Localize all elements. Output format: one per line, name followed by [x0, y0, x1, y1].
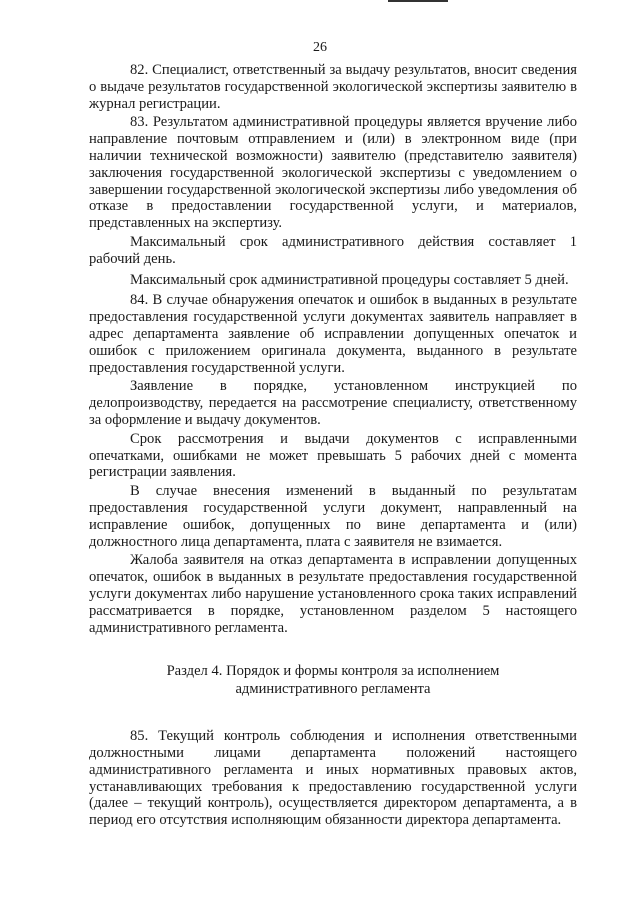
section-title-line1: Раздел 4. Порядок и формы контроля за исполнением — [166, 663, 500, 680]
document-body — [89, 62, 577, 831]
paragraph-83: 83. Результатом административной процедуры является вручение либо направление почтовым отправлением и (или) в электронном виде (при наличии технической возможности) заявителю (представителю заявителя) заключения государственной экологической экспертизы с уведомлением о завершении государственной экологической экспертизы либо уведомления об отказе в предоставлении государственной услуги, и материалов, представленных на экспертизу. — [89, 114, 577, 232]
page-number: 26 — [313, 40, 327, 55]
paragraph-85: 85. Текущий контроль соблюдения и исполнения ответственными должностными лицами департамента положений настоящего административного регламента и иных нормативных правовых актов, устанавливающих требования к предоставлению государственной услуги (далее – текущий контроль), осуществляется директором департамента, а в период его отсутствия исполняющим обязанности директора департамента. — [89, 728, 577, 829]
paragraph-82: 82. Специалист, ответственный за выдачу результатов, вносит сведения о выдаче результатов государственной экологической экспертизы заявителю в журнал регистрации. — [89, 62, 577, 112]
paragraph-84: 84. В случае обнаружения опечаток и ошибок в выданных в результате предоставления государственной услуги документах заявитель направляет в адрес департамента заявление об исправлении допущенных опечаток и ошибок с приложением оригинала документа, выданного в результате предоставления государственной услуги. — [89, 292, 577, 376]
paragraph-max-action-term: Максимальный срок административного действия составляет 1 рабочий день. — [89, 233, 577, 267]
paragraph-complaint: Жалоба заявителя на отказ департамента в исправлении допущенных опечаток, ошибок в выданных в результате предоставления государственной услуги документах либо нарушение установленного срока таких исправлений рассматривается в порядке, установленном разделом 5 настоящего административного регламента. — [89, 552, 577, 636]
top-edge-mark — [388, 0, 448, 2]
paragraph-max-procedure-term: Максимальный срок административной процедуры составляет 5 дней. — [130, 271, 569, 288]
section-title — [89, 662, 577, 698]
paragraph-application-transfer: Заявление в порядке, установленном инструкцией по делопроизводству, передается на рассмотрение специалисту, ответственному за оформление и выдачу документов. — [89, 378, 577, 428]
section-title-line2: административного регламента — [235, 681, 431, 698]
paragraph-correction-term: Срок рассмотрения и выдачи документов с исправленными опечатками, ошибками не может превышать 5 рабочих дней с момента регистрации заявления. — [89, 430, 577, 481]
paragraph-no-fee: В случае внесения изменений в выданный по результатам предоставления государственной услуги документ, направленный на исправление ошибок, допущенных по вине департамента и (или) должностного лица департамента, плата с заявителя не взимается. — [89, 483, 577, 550]
